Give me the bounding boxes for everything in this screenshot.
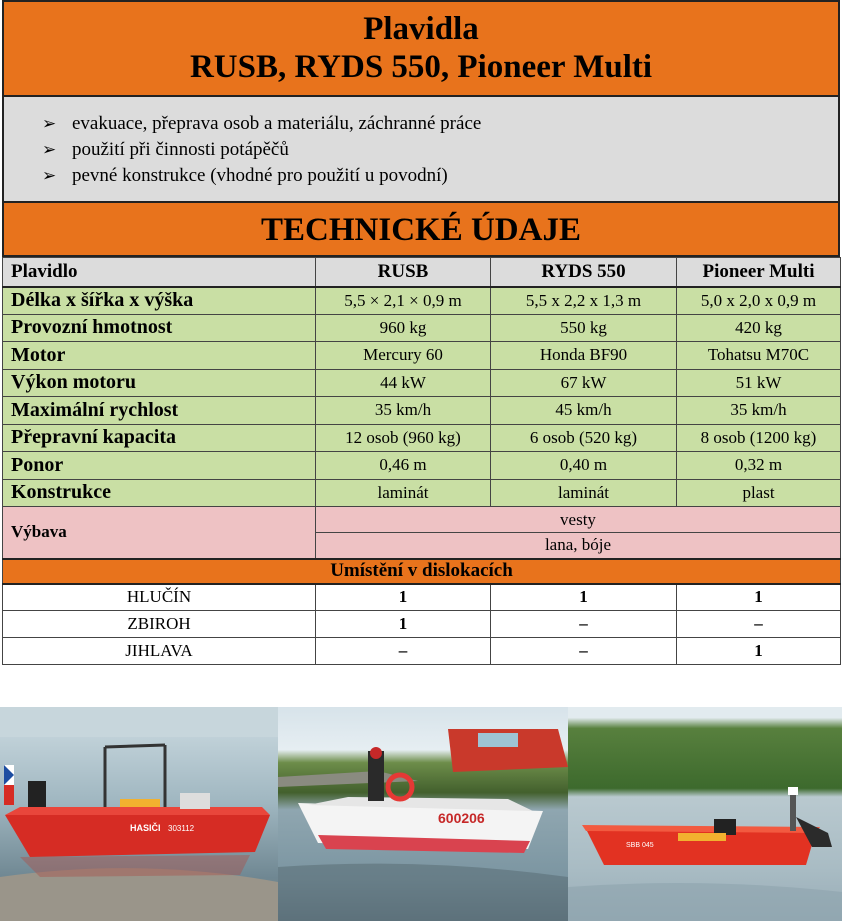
row-label: Motor (3, 342, 316, 370)
row-label: Konstrukce (3, 479, 316, 507)
table-row (3, 342, 841, 370)
bullet-item (42, 137, 838, 163)
table-row (3, 397, 841, 425)
row-label: Ponor (3, 452, 316, 480)
table-cell: laminát (316, 479, 491, 507)
bullet-text: pevné konstrukce (vhodné pro použití u povodní) (72, 165, 448, 186)
boat-ryds-reg: 600206 (438, 810, 485, 826)
table-cell: 8 osob (1200 kg) (677, 424, 841, 452)
arrow-bullet-icon: ➢ (42, 140, 57, 159)
usage-bullets (2, 97, 840, 201)
table-cell: 0,46 m (316, 452, 491, 480)
equipment-row (3, 507, 841, 533)
table-row (3, 314, 841, 342)
row-label: Výkon motoru (3, 369, 316, 397)
location-count: 1 (677, 638, 841, 665)
boat-rusb-image (0, 707, 278, 921)
tech-heading: TECHNICKÉ ÚDAJE (2, 201, 840, 257)
document-sheet (2, 0, 840, 665)
table-cell: Mercury 60 (316, 342, 491, 370)
title-line-2: RUSB, RYDS 550, Pioneer Multi (189, 49, 653, 85)
location-row (3, 584, 841, 611)
title-line-1: Plavidla (363, 11, 479, 47)
photo-pioneer (568, 707, 842, 921)
location-city: JIHLAVA (3, 638, 316, 665)
table-row (3, 424, 841, 452)
row-label: Přepravní kapacita (3, 424, 316, 452)
tech-table (2, 257, 841, 665)
location-count: – (491, 611, 677, 638)
boat-ryds-image (278, 707, 568, 921)
table-cell: 0,32 m (677, 452, 841, 480)
row-label: Délka x šířka x výška (3, 287, 316, 315)
table-cell: Tohatsu M70C (677, 342, 841, 370)
location-count: 1 (677, 584, 841, 611)
location-city: ZBIROH (3, 611, 316, 638)
header-cell: Pioneer Multi (677, 258, 841, 287)
arrow-bullet-icon: ➢ (42, 166, 57, 185)
locations-heading-row (3, 559, 841, 584)
header-cell: RYDS 550 (491, 258, 677, 287)
location-count: 1 (316, 584, 491, 611)
table-row (3, 479, 841, 507)
table-cell: 44 kW (316, 369, 491, 397)
table-row (3, 452, 841, 480)
header-cell: Plavidlo (3, 258, 316, 287)
bullet-item (42, 111, 838, 137)
locations-heading: Umístění v dislokacích (3, 559, 841, 584)
photo-rusb (0, 707, 278, 921)
table-cell: 35 km/h (316, 397, 491, 425)
location-count: – (316, 638, 491, 665)
table-cell: 12 osob (960 kg) (316, 424, 491, 452)
boat-rusb-label: HASIČI (130, 823, 161, 833)
header-cell: RUSB (316, 258, 491, 287)
table-cell: 0,40 m (491, 452, 677, 480)
table-cell: plast (677, 479, 841, 507)
row-label: Maximální rychlost (3, 397, 316, 425)
equipment-item: vesty (316, 507, 841, 533)
row-label: Provozní hmotnost (3, 314, 316, 342)
table-cell: 45 km/h (491, 397, 677, 425)
boat-photos (0, 707, 842, 921)
table-cell: 5,5 × 2,1 × 0,9 m (316, 287, 491, 315)
equipment-label: Výbava (3, 507, 316, 559)
boat-pioneer-image (568, 707, 842, 921)
table-cell: Honda BF90 (491, 342, 677, 370)
table-cell: 420 kg (677, 314, 841, 342)
photo-ryds (278, 707, 568, 921)
equipment-item: lana, bóje (316, 533, 841, 559)
bullet-item (42, 163, 838, 189)
location-count: 1 (491, 584, 677, 611)
location-count: – (491, 638, 677, 665)
table-cell: laminát (491, 479, 677, 507)
table-cell: 35 km/h (677, 397, 841, 425)
boat-rusb-reg: 303112 (168, 824, 195, 833)
location-count: – (677, 611, 841, 638)
table-cell: 67 kW (491, 369, 677, 397)
bullet-text: použití při činnosti potápěčů (72, 139, 289, 160)
table-cell: 550 kg (491, 314, 677, 342)
location-row (3, 611, 841, 638)
location-count: 1 (316, 611, 491, 638)
table-row (3, 287, 841, 315)
table-cell: 5,0 x 2,0 x 0,9 m (677, 287, 841, 315)
table-cell: 6 osob (520 kg) (491, 424, 677, 452)
arrow-bullet-icon: ➢ (42, 114, 57, 133)
table-cell: 960 kg (316, 314, 491, 342)
location-city: HLUČÍN (3, 584, 316, 611)
location-row (3, 638, 841, 665)
title-box (2, 0, 840, 97)
boat-pioneer-reg: SBB 045 (626, 842, 654, 849)
table-header-row (3, 258, 841, 287)
table-cell: 51 kW (677, 369, 841, 397)
bullet-text: evakuace, přeprava osob a materiálu, záchranné práce (72, 113, 482, 134)
table-cell: 5,5 x 2,2 x 1,3 m (491, 287, 677, 315)
table-row (3, 369, 841, 397)
